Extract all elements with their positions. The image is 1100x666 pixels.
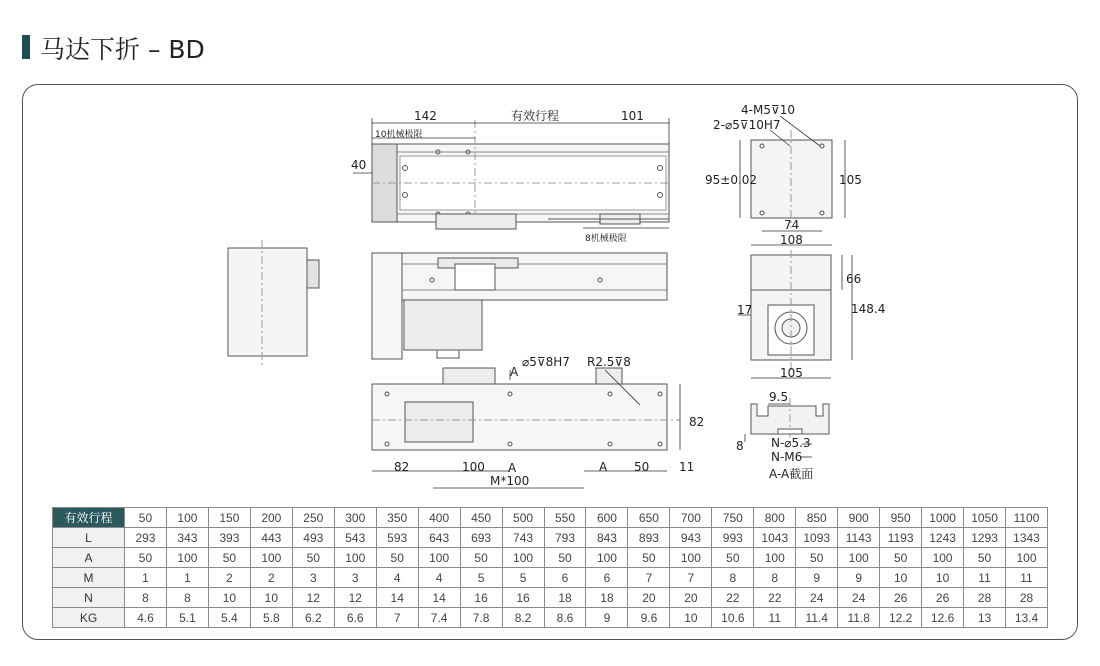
table-cell: 100: [1006, 548, 1048, 568]
table-cell: 1293: [964, 528, 1006, 548]
table-cell: 500: [502, 508, 544, 528]
section-mark-top: A: [510, 365, 519, 379]
table-cell: 950: [880, 508, 922, 528]
table-cell: 893: [628, 528, 670, 548]
table-cell: 10: [922, 568, 964, 588]
table-cell: 18: [586, 588, 628, 608]
table-cell: 293: [125, 528, 167, 548]
dim-108: 108: [780, 233, 803, 247]
table-cell: 793: [544, 528, 586, 548]
table-cell: 11: [1006, 568, 1048, 588]
table-cell: 993: [712, 528, 754, 548]
table-cell: 50: [292, 548, 334, 568]
table-cell: 1: [166, 568, 208, 588]
dim-142: 142: [414, 109, 437, 123]
hole-spec-r: R2.5⊽8: [587, 355, 631, 369]
table-cell: 13.4: [1006, 608, 1048, 628]
table-cell: 22: [712, 588, 754, 608]
table-cell: 12.2: [880, 608, 922, 628]
table-cell: 693: [460, 528, 502, 548]
table-cell: 50: [796, 548, 838, 568]
table-cell: 100: [502, 548, 544, 568]
table-cell: 1: [125, 568, 167, 588]
table-cell: 5: [460, 568, 502, 588]
table-cell: 8.2: [502, 608, 544, 628]
table-cell: 16: [502, 588, 544, 608]
front-view: [372, 253, 667, 359]
table-cell: 5.1: [166, 608, 208, 628]
table-cell: 26: [880, 588, 922, 608]
table-cell: 28: [1006, 588, 1048, 608]
table-cell: 700: [670, 508, 712, 528]
table-cell: 100: [166, 508, 208, 528]
table-cell: 6.6: [334, 608, 376, 628]
table-cell: 13: [964, 608, 1006, 628]
table-cell: 4.6: [125, 608, 167, 628]
table-cell: 593: [376, 528, 418, 548]
table-cell: 843: [586, 528, 628, 548]
table-cell: 1093: [796, 528, 838, 548]
table-cell: 1193: [880, 528, 922, 548]
hole-spec-m5: 4-M5⊽10: [741, 103, 796, 117]
table-cell: 450: [460, 508, 502, 528]
table-cell: 7: [628, 568, 670, 588]
spec-table: [52, 507, 1048, 628]
table-cell: 50: [712, 548, 754, 568]
table-cell: 100: [838, 548, 880, 568]
table-cell: 50: [628, 548, 670, 568]
table-cell: 9: [838, 568, 880, 588]
table-cell: 22: [754, 588, 796, 608]
dim-82-side: 82: [689, 415, 705, 429]
table-row: [53, 508, 1048, 528]
table-cell: 10: [880, 568, 922, 588]
table-cell: 6.2: [292, 608, 334, 628]
dim-148-4: 148.4: [851, 302, 886, 316]
table-cell: 9: [796, 568, 838, 588]
table-cell: 28: [964, 588, 1006, 608]
table-cell: 14: [376, 588, 418, 608]
table-cell: 50: [964, 548, 1006, 568]
dim-9-5: 9.5: [769, 390, 789, 404]
table-cell: 9.6: [628, 608, 670, 628]
table-cell: 50: [460, 548, 502, 568]
table-cell: 100: [418, 548, 460, 568]
table-cell: 100: [754, 548, 796, 568]
table-cell: 18: [544, 588, 586, 608]
table-cell: 8: [125, 588, 167, 608]
table-cell: 943: [670, 528, 712, 548]
dim-17: 17: [737, 303, 753, 317]
dim-M100: M*100: [490, 474, 530, 488]
table-cell: 600: [586, 508, 628, 528]
table-cell: 1000: [922, 508, 964, 528]
table-cell: 8: [712, 568, 754, 588]
table-cell: 2: [250, 568, 292, 588]
table-cell: 8.6: [544, 608, 586, 628]
table-cell: 24: [796, 588, 838, 608]
row-header: A: [53, 548, 125, 568]
table-cell: 3: [334, 568, 376, 588]
table-cell: 12.6: [922, 608, 964, 628]
dim-82-bottom: 82: [394, 460, 410, 474]
dim-105-bottom: 105: [780, 366, 803, 380]
table-cell: 7.4: [418, 608, 460, 628]
table-cell: 10: [250, 588, 292, 608]
table-cell: 900: [838, 508, 880, 528]
table-cell: 6: [586, 568, 628, 588]
dim-N-phi: N-⌀5.3: [771, 436, 811, 450]
dim-8: 8: [736, 439, 744, 453]
row-header: KG: [53, 608, 125, 628]
table-cell: 250: [292, 508, 334, 528]
table-cell: 50: [880, 548, 922, 568]
table-cell: 543: [334, 528, 376, 548]
dim-40: 40: [351, 158, 367, 172]
table-cell: 9: [586, 608, 628, 628]
row-header: 有效行程: [53, 508, 125, 528]
table-cell: 50: [125, 548, 167, 568]
table-cell: 300: [334, 508, 376, 528]
table-cell: 12: [334, 588, 376, 608]
table-cell: 150: [208, 508, 250, 528]
table-cell: 11.4: [796, 608, 838, 628]
table-cell: 10: [670, 608, 712, 628]
table-cell: 10: [208, 588, 250, 608]
dim-stroke-label: 有效行程: [511, 109, 560, 123]
table-cell: 343: [166, 528, 208, 548]
table-cell: 11.8: [838, 608, 880, 628]
table-cell: 100: [922, 548, 964, 568]
section-mark-bottom: A: [508, 461, 517, 475]
table-cell: 4: [418, 568, 460, 588]
table-cell: 650: [628, 508, 670, 528]
table-cell: 850: [796, 508, 838, 528]
dim-11: 11: [679, 460, 695, 474]
dim-101: 101: [621, 109, 644, 123]
dim-105-side: 105: [839, 173, 862, 187]
table-cell: 5.8: [250, 608, 292, 628]
mech-limit-10: 10机械极限: [375, 130, 423, 140]
bottom-view: [372, 368, 680, 450]
table-cell: 750: [712, 508, 754, 528]
table-cell: 50: [376, 548, 418, 568]
table-row: [53, 588, 1048, 608]
row-header: N: [53, 588, 125, 608]
table-cell: 1243: [922, 528, 964, 548]
table-cell: 26: [922, 588, 964, 608]
table-cell: 8: [166, 588, 208, 608]
dim-50: 50: [634, 460, 650, 474]
mech-limit-8: 8机械极限: [585, 234, 627, 244]
table-cell: 24: [838, 588, 880, 608]
table-cell: 100: [166, 548, 208, 568]
table-cell: 10.6: [712, 608, 754, 628]
table-cell: 350: [376, 508, 418, 528]
dim-N-M6: N-M6: [771, 450, 803, 464]
table-cell: 1050: [964, 508, 1006, 528]
dim-95: 95±0.02: [705, 173, 758, 187]
table-cell: 400: [418, 508, 460, 528]
table-cell: 200: [250, 508, 292, 528]
table-cell: 5: [502, 568, 544, 588]
table-cell: 643: [418, 528, 460, 548]
hole-spec-pin: 2-⌀5⊽10H7: [713, 118, 781, 132]
table-cell: 493: [292, 528, 334, 548]
table-cell: 100: [250, 548, 292, 568]
table-cell: 20: [628, 588, 670, 608]
section-label: A-A截面: [769, 467, 814, 481]
table-cell: 550: [544, 508, 586, 528]
table-cell: 1100: [1006, 508, 1048, 528]
table-cell: 12: [292, 588, 334, 608]
table-cell: 6: [544, 568, 586, 588]
table-cell: 50: [208, 548, 250, 568]
page-title: 马达下折 – BD: [40, 35, 205, 64]
table-cell: 1043: [754, 528, 796, 548]
table-cell: 800: [754, 508, 796, 528]
table-cell: 11: [964, 568, 1006, 588]
table-cell: 2: [208, 568, 250, 588]
table-cell: 743: [502, 528, 544, 548]
dim-74: 74: [784, 218, 800, 232]
table-cell: 7: [376, 608, 418, 628]
motor-end-view: [751, 250, 831, 370]
end-view: [751, 130, 832, 228]
dim-66: 66: [846, 272, 862, 286]
table-cell: 20: [670, 588, 712, 608]
table-cell: 100: [586, 548, 628, 568]
table-cell: 16: [460, 588, 502, 608]
table-row: [53, 548, 1048, 568]
table-cell: 4: [376, 568, 418, 588]
table-cell: 5.4: [208, 608, 250, 628]
table-cell: 7: [670, 568, 712, 588]
table-cell: 7.8: [460, 608, 502, 628]
hole-spec-5: ⌀5⊽8H7: [522, 355, 570, 369]
table-cell: 393: [208, 528, 250, 548]
row-header: L: [53, 528, 125, 548]
table-cell: 3: [292, 568, 334, 588]
table-row: [53, 568, 1048, 588]
table-cell: 443: [250, 528, 292, 548]
table-cell: 100: [334, 548, 376, 568]
table-row: [53, 608, 1048, 628]
table-cell: 8: [754, 568, 796, 588]
table-cell: 1343: [1006, 528, 1048, 548]
row-header: M: [53, 568, 125, 588]
table-cell: 50: [544, 548, 586, 568]
table-cell: 1143: [838, 528, 880, 548]
table-cell: 100: [670, 548, 712, 568]
table-row: [53, 528, 1048, 548]
dim-100: 100: [462, 460, 485, 474]
dim-A: A: [599, 460, 608, 474]
table-cell: 14: [418, 588, 460, 608]
table-cell: 11: [754, 608, 796, 628]
motor-side-view: [228, 240, 319, 366]
table-cell: 50: [125, 508, 167, 528]
